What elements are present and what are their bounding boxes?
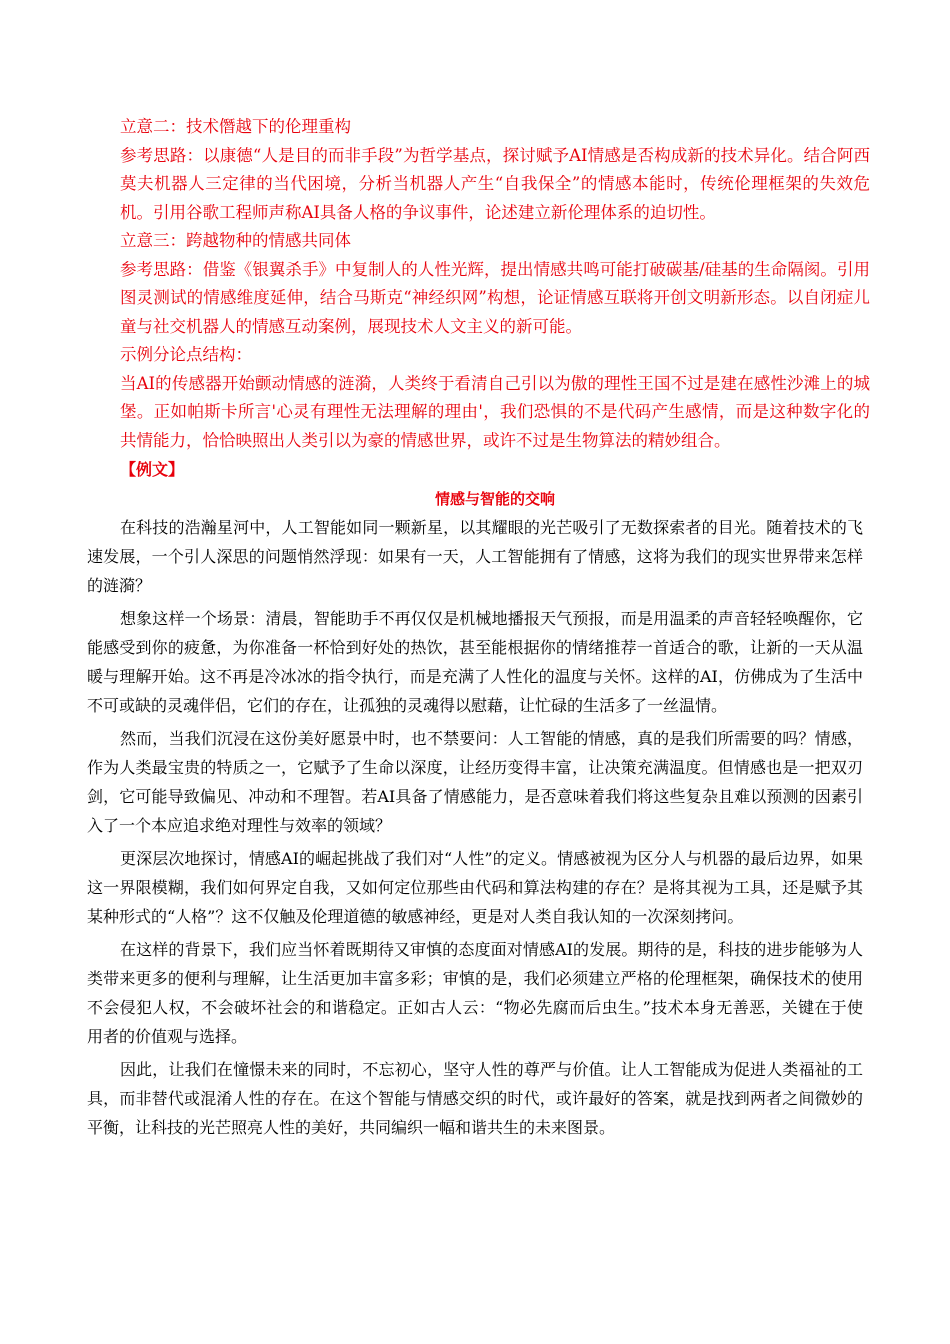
- essay-paragraph: 然而，当我们沉浸在这份美好愿景中时，也不禁要问：人工智能的情感，真的是我们所需要的吗？情感，作为人类最宝贵的特质之一，它赋予了生命以深度，让经历变得丰富，让决策充满温度。但情感也是一把双刃剑，它可能导致偏见、冲动和不理智。若AI具备了情感能力，是否意味着我们将这些复杂且难以预测的因素引入了一个本应追求绝对理性与效率的领域？: [87, 729, 863, 835]
- essay-paragraph: 想象这样一个场景：清晨，智能助手不再仅仅是机械地播报天气预报，而是用温柔的声音轻轻唤醒你，它能感受到你的疲惫，为你准备一杯恰到好处的热饮，甚至能根据你的情绪推荐一首适合的歌，让新的一天从温暖与理解开始。这不再是冷冰冰的指令执行，而是充满了人性化的温度与关怀。这样的AI，仿佛成为了生活中不可或缺的灵魂伴侣，它们的存在，让孤独的灵魂得以慰藉，让忙碌的生活多了一丝温情。: [87, 609, 863, 715]
- theme3-idea: 参考思路：借鉴《银翼杀手》中复制人的人性光辉，提出情感共鸣可能打破碳基/硅基的生命隔阂。引用图灵测试的情感维度延伸，结合马斯克“神经织网”构想，论证情感互联将开创文明新形态。以自闭症儿童与社交机器人的情感互动案例，展现技术人文主义的新可能。: [120, 259, 870, 336]
- essay-title: 情感与智能的交响: [434, 490, 555, 508]
- essay-body: [87, 513, 863, 1146]
- theme2-idea: 参考思路：以康德“人是目的而非手段”为哲学基点，探讨赋予AI情感是否构成新的技术异化。结合阿西莫夫机器人三定律的当代困境，分析当机器人产生“自我保全”的情感本能时，传统伦理框架的失效危机。引用谷歌工程师声称AI具备人格的争议事件，论述建立新伦理体系的迫切性。: [120, 145, 870, 222]
- essay-label: 【例文】: [120, 460, 185, 479]
- essay-paragraph: 在科技的浩瀚星河中，人工智能如同一颗新星，以其耀眼的光芒吸引了无数探索者的目光。随着技术的飞速发展，一个引人深思的问题悄然浮现：如果有一天，人工智能拥有了情感，这将为我们的现实世界带来怎样的涟漪？: [87, 518, 863, 595]
- example-text: 当AI的传感器开始颤动情感的涟漪，人类终于看清自己引以为傲的理性王国不过是建在感性沙滩上的城堡。正如帕斯卡所言'心灵有理性无法理解的理由'，我们恐惧的不是代码产生感情，而是这种数字化的共情能力，恰恰映照出人类引以为豪的情感世界，或许不过是生物算法的精妙组合。: [120, 373, 870, 450]
- essay-paragraph: 因此，让我们在憧憬未来的同时，不忘初心，坚守人性的尊严与价值。让人工智能成为促进人类福祉的工具，而非替代或混淆人性的存在。在这个智能与情感交织的时代，或许最好的答案，就是找到两者之间微妙的平衡，让科技的光芒照亮人性的美好，共同编织一幅和谐共生的未来图景。: [87, 1060, 863, 1137]
- essay-paragraph: 更深层次地探讨，情感AI的崛起挑战了我们对“人性”的定义。情感被视为区分人与机器的最后边界，如果这一界限模糊，我们如何界定自我，又如何定位那些由代码和算法构建的存在？是将其视为工具，还是赋予其某种形式的“人格”？这不仅触及伦理道德的敏感神经，更是对人类自我认知的一次深刻拷问。: [87, 849, 863, 926]
- reference-notes: [120, 113, 870, 455]
- theme2-title: 立意二：技术僭越下的伦理重构: [120, 117, 351, 136]
- example-heading: 示例分论点结构：: [120, 345, 252, 364]
- essay-paragraph: 在这样的背景下，我们应当怀着既期待又审慎的态度面对情感AI的发展。期待的是，科技的进步能够为人类带来更多的便利与理解，让生活更加丰富多彩；审慎的是，我们必须建立严格的伦理框架，确保技术的使用不会侵犯人权，不会破坏社会的和谐稳定。正如古人云：“物必先腐而后虫生。”技术本身无善恶，关键在于使用者的价值观与选择。: [87, 940, 863, 1046]
- theme3-title: 立意三：跨越物种的情感共同体: [120, 231, 351, 250]
